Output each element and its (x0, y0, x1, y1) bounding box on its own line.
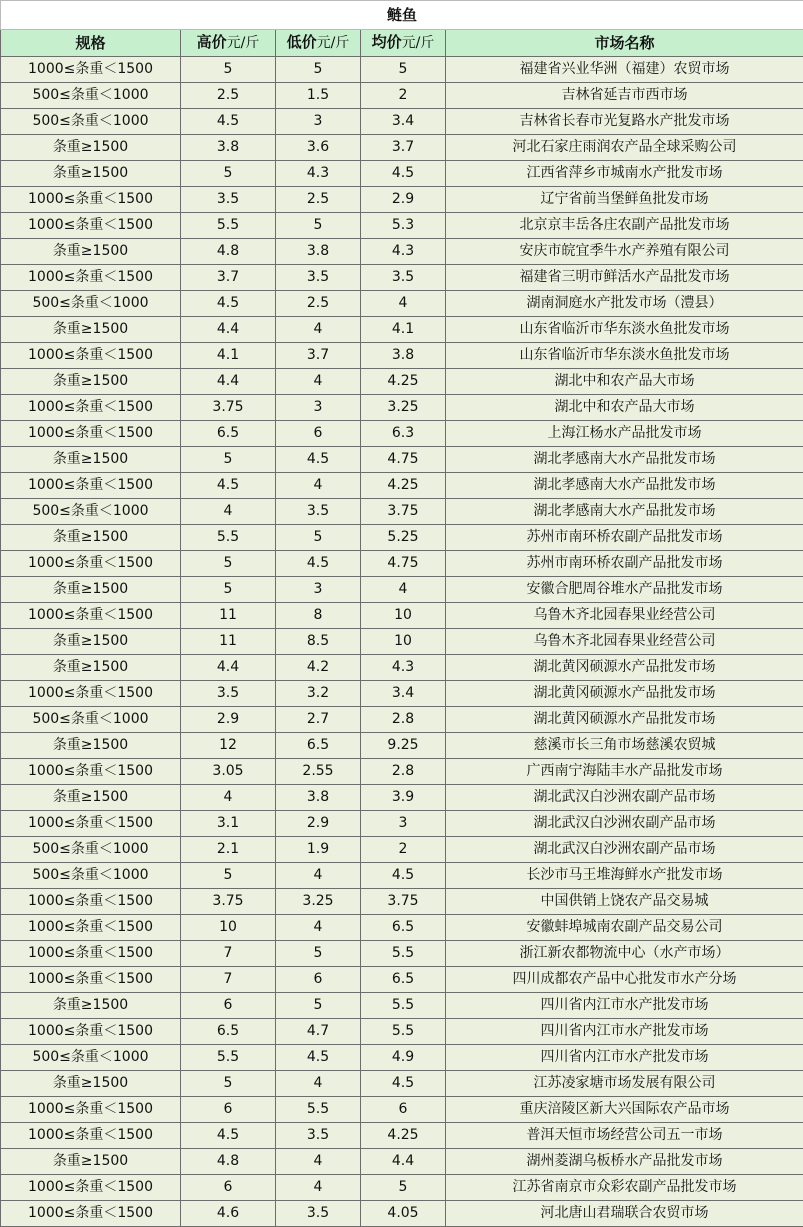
high-price-cell: 4.4 (181, 369, 276, 395)
high-price-cell: 4.5 (181, 291, 276, 317)
low-price-cell: 3 (276, 109, 361, 135)
table-row (1, 863, 803, 889)
table-row (1, 447, 803, 473)
market-name-cell: 湖北孝感南大水产品批发市场 (446, 447, 803, 473)
market-name-cell: 福建省三明市鲜活水产品批发市场 (446, 265, 803, 291)
avg-price-cell: 3 (361, 811, 446, 837)
spec-cell: 1000≤条重＜1500 (1, 1123, 181, 1149)
market-name-cell: 四川省内江市水产批发市场 (446, 1045, 803, 1071)
table-row (1, 499, 803, 525)
low-price-cell: 3.8 (276, 785, 361, 811)
market-name-cell: 湖北武汉白沙洲农副产品市场 (446, 785, 803, 811)
low-price-cell: 3.5 (276, 499, 361, 525)
low-price-cell: 4 (276, 369, 361, 395)
market-name-cell: 吉林省延吉市西市场 (446, 83, 803, 109)
low-price-cell: 4 (276, 317, 361, 343)
spec-cell: 条重≥1500 (1, 525, 181, 551)
table-row (1, 473, 803, 499)
low-price-cell: 3.5 (276, 1201, 361, 1227)
spec-cell: 1000≤条重＜1500 (1, 889, 181, 915)
spec-cell: 条重≥1500 (1, 993, 181, 1019)
high-price-cell: 5 (181, 161, 276, 187)
spec-cell: 条重≥1500 (1, 317, 181, 343)
spec-cell: 1000≤条重＜1500 (1, 915, 181, 941)
market-name-cell: 河北唐山君瑞联合农贸市场 (446, 1201, 803, 1227)
market-name-cell: 中国供销上饶农产品交易城 (446, 889, 803, 915)
market-name-cell: 湖北孝感南大水产品批发市场 (446, 499, 803, 525)
spec-cell: 条重≥1500 (1, 1071, 181, 1097)
avg-price-cell: 3.7 (361, 135, 446, 161)
high-price-cell: 4.5 (181, 1123, 276, 1149)
market-name-cell: 湖北黄冈硕源水产品批发市场 (446, 681, 803, 707)
market-name-cell: 苏州市南环桥农副产品批发市场 (446, 525, 803, 551)
spec-cell: 条重≥1500 (1, 655, 181, 681)
avg-price-cell: 4.4 (361, 1149, 446, 1175)
table-row (1, 889, 803, 915)
table-row (1, 915, 803, 941)
avg-price-cell: 4.75 (361, 447, 446, 473)
table-row (1, 655, 803, 681)
market-name-cell: 乌鲁木齐北园春果业经营公司 (446, 629, 803, 655)
table-row (1, 421, 803, 447)
table-row (1, 83, 803, 109)
low-price-cell: 6 (276, 421, 361, 447)
high-price-cell: 4.5 (181, 109, 276, 135)
table-row (1, 109, 803, 135)
avg-price-cell: 5 (361, 57, 446, 83)
high-price-cell: 5 (181, 1071, 276, 1097)
market-name-cell: 北京京丰岳各庄农副产品批发市场 (446, 213, 803, 239)
avg-price-cell: 4.9 (361, 1045, 446, 1071)
avg-price-cell: 4.05 (361, 1201, 446, 1227)
avg-price-cell: 3.4 (361, 109, 446, 135)
header-avg-price (361, 30, 446, 57)
spec-cell: 1000≤条重＜1500 (1, 57, 181, 83)
table-row (1, 369, 803, 395)
avg-price-cell: 4 (361, 291, 446, 317)
high-price-cell: 3.05 (181, 759, 276, 785)
table-row (1, 551, 803, 577)
low-price-cell: 5 (276, 993, 361, 1019)
high-price-cell: 10 (181, 915, 276, 941)
low-price-cell: 2.5 (276, 291, 361, 317)
high-price-cell: 2.9 (181, 707, 276, 733)
avg-price-cell: 3.5 (361, 265, 446, 291)
spec-cell: 1000≤条重＜1500 (1, 941, 181, 967)
market-name-cell: 慈溪市长三角市场慈溪农贸城 (446, 733, 803, 759)
market-name-cell: 安徽合肥周谷堆水产品批发市场 (446, 577, 803, 603)
market-name-cell: 四川省内江市水产批发市场 (446, 993, 803, 1019)
market-name-cell: 湖北孝感南大水产品批发市场 (446, 473, 803, 499)
low-price-cell: 4 (276, 915, 361, 941)
market-name-cell: 湖北中和农产品大市场 (446, 369, 803, 395)
high-price-cell: 5 (181, 57, 276, 83)
spec-cell: 条重≥1500 (1, 785, 181, 811)
market-name-cell: 重庆涪陵区新大兴国际农产品市场 (446, 1097, 803, 1123)
high-price-cell: 3.7 (181, 265, 276, 291)
avg-price-cell: 3.25 (361, 395, 446, 421)
high-price-cell: 4.8 (181, 239, 276, 265)
high-price-cell: 5 (181, 863, 276, 889)
low-price-cell: 3.7 (276, 343, 361, 369)
header-low-label: 低价 (287, 33, 317, 51)
avg-price-cell: 5.5 (361, 1019, 446, 1045)
spec-cell: 500≤条重＜1000 (1, 837, 181, 863)
low-price-cell: 1.9 (276, 837, 361, 863)
avg-price-cell: 4.3 (361, 239, 446, 265)
high-price-cell: 4.8 (181, 1149, 276, 1175)
table-title: 鲢鱼 (1, 1, 803, 30)
table-row (1, 1071, 803, 1097)
avg-price-cell: 5 (361, 1175, 446, 1201)
high-price-cell: 4.4 (181, 317, 276, 343)
high-price-cell: 6.5 (181, 1019, 276, 1045)
high-price-cell: 7 (181, 967, 276, 993)
high-price-cell: 5.5 (181, 525, 276, 551)
avg-price-cell: 5.5 (361, 993, 446, 1019)
header-high-label: 高价 (197, 33, 227, 51)
low-price-cell: 2.7 (276, 707, 361, 733)
table-row (1, 525, 803, 551)
high-price-cell: 12 (181, 733, 276, 759)
spec-cell: 条重≥1500 (1, 577, 181, 603)
low-price-cell: 6.5 (276, 733, 361, 759)
low-price-cell: 3 (276, 577, 361, 603)
market-name-cell: 福建省兴业华洲（福建）农贸市场 (446, 57, 803, 83)
table-row (1, 239, 803, 265)
table-row (1, 577, 803, 603)
header-high-unit: 元/斤 (227, 35, 260, 51)
spec-cell: 条重≥1500 (1, 1149, 181, 1175)
high-price-cell: 2.5 (181, 83, 276, 109)
low-price-cell: 5 (276, 941, 361, 967)
spec-cell: 条重≥1500 (1, 733, 181, 759)
low-price-cell: 4.2 (276, 655, 361, 681)
market-name-cell: 山东省临沂市华东淡水鱼批发市场 (446, 317, 803, 343)
avg-price-cell: 4.5 (361, 1071, 446, 1097)
table-row (1, 395, 803, 421)
table-row (1, 1045, 803, 1071)
market-name-cell: 山东省临沂市华东淡水鱼批发市场 (446, 343, 803, 369)
market-name-cell: 江苏凌家塘市场发展有限公司 (446, 1071, 803, 1097)
market-name-cell: 浙江新农都物流中心（水产市场） (446, 941, 803, 967)
high-price-cell: 11 (181, 603, 276, 629)
market-name-cell: 湖北武汉白沙洲农副产品市场 (446, 837, 803, 863)
market-name-cell: 长沙市马王堆海鲜水产批发市场 (446, 863, 803, 889)
market-name-cell: 湖州菱湖乌板桥水产品批发市场 (446, 1149, 803, 1175)
market-name-cell: 安徽蚌埠城南农副产品交易公司 (446, 915, 803, 941)
avg-price-cell: 3.75 (361, 499, 446, 525)
header-row (1, 30, 803, 57)
avg-price-cell: 5.25 (361, 525, 446, 551)
table-row (1, 681, 803, 707)
market-name-cell: 广西南宁海陆丰水产品批发市场 (446, 759, 803, 785)
high-price-cell: 5 (181, 577, 276, 603)
spec-cell: 500≤条重＜1000 (1, 109, 181, 135)
avg-price-cell: 5.5 (361, 941, 446, 967)
low-price-cell: 5 (276, 213, 361, 239)
spec-cell: 1000≤条重＜1500 (1, 1019, 181, 1045)
avg-price-cell: 6.5 (361, 967, 446, 993)
low-price-cell: 3.5 (276, 265, 361, 291)
market-name-cell: 湖南洞庭水产批发市场（澧县） (446, 291, 803, 317)
spec-cell: 1000≤条重＜1500 (1, 1097, 181, 1123)
market-name-cell: 四川成都农产品中心批发市水产分场 (446, 967, 803, 993)
low-price-cell: 4.5 (276, 447, 361, 473)
table-row (1, 707, 803, 733)
spec-cell: 1000≤条重＜1500 (1, 421, 181, 447)
spec-cell: 1000≤条重＜1500 (1, 395, 181, 421)
high-price-cell: 5 (181, 551, 276, 577)
avg-price-cell: 4.75 (361, 551, 446, 577)
low-price-cell: 2.9 (276, 811, 361, 837)
avg-price-cell: 5.3 (361, 213, 446, 239)
avg-price-cell: 4.5 (361, 161, 446, 187)
market-name-cell: 江苏省南京市众彩农副产品批发市场 (446, 1175, 803, 1201)
table-row (1, 785, 803, 811)
header-market (446, 30, 803, 57)
table-row (1, 317, 803, 343)
spec-cell: 条重≥1500 (1, 135, 181, 161)
spec-cell: 1000≤条重＜1500 (1, 1201, 181, 1227)
low-price-cell: 4.3 (276, 161, 361, 187)
high-price-cell: 4 (181, 499, 276, 525)
low-price-cell: 3.6 (276, 135, 361, 161)
table-row (1, 187, 803, 213)
spec-cell: 1000≤条重＜1500 (1, 551, 181, 577)
high-price-cell: 4 (181, 785, 276, 811)
market-name-cell: 普洱天恒市场经营公司五一市场 (446, 1123, 803, 1149)
table-row (1, 811, 803, 837)
table-row (1, 603, 803, 629)
table-row (1, 265, 803, 291)
table-row (1, 135, 803, 161)
low-price-cell: 3.5 (276, 1123, 361, 1149)
low-price-cell: 2.55 (276, 759, 361, 785)
market-name-cell: 吉林省长春市光复路水产批发市场 (446, 109, 803, 135)
table-row (1, 733, 803, 759)
avg-price-cell: 10 (361, 629, 446, 655)
table-row (1, 213, 803, 239)
avg-price-cell: 4.1 (361, 317, 446, 343)
avg-price-cell: 4.25 (361, 473, 446, 499)
spec-cell: 500≤条重＜1000 (1, 707, 181, 733)
low-price-cell: 4 (276, 473, 361, 499)
high-price-cell: 3.5 (181, 187, 276, 213)
table-row (1, 1019, 803, 1045)
avg-price-cell: 3.8 (361, 343, 446, 369)
spec-cell: 500≤条重＜1000 (1, 863, 181, 889)
spec-cell: 条重≥1500 (1, 369, 181, 395)
spec-cell: 1000≤条重＜1500 (1, 213, 181, 239)
table-row (1, 57, 803, 83)
table-row (1, 941, 803, 967)
high-price-cell: 5.5 (181, 1045, 276, 1071)
table-row (1, 1149, 803, 1175)
high-price-cell: 3.8 (181, 135, 276, 161)
market-name-cell: 湖北黄冈硕源水产品批发市场 (446, 707, 803, 733)
low-price-cell: 5.5 (276, 1097, 361, 1123)
low-price-cell: 4 (276, 1175, 361, 1201)
table-row (1, 967, 803, 993)
high-price-cell: 11 (181, 629, 276, 655)
high-price-cell: 3.75 (181, 395, 276, 421)
low-price-cell: 3.8 (276, 239, 361, 265)
high-price-cell: 3.5 (181, 681, 276, 707)
low-price-cell: 5 (276, 525, 361, 551)
high-price-cell: 6 (181, 1175, 276, 1201)
market-name-cell: 四川省内江市水产批发市场 (446, 1019, 803, 1045)
low-price-cell: 2.5 (276, 187, 361, 213)
header-low-price (276, 30, 361, 57)
high-price-cell: 4.6 (181, 1201, 276, 1227)
low-price-cell: 4.7 (276, 1019, 361, 1045)
low-price-cell: 4 (276, 1071, 361, 1097)
spec-cell: 1000≤条重＜1500 (1, 681, 181, 707)
market-name-cell: 湖北武汉白沙洲农副产品市场 (446, 811, 803, 837)
high-price-cell: 4.5 (181, 473, 276, 499)
avg-price-cell: 3.4 (361, 681, 446, 707)
spec-cell: 1000≤条重＜1500 (1, 1175, 181, 1201)
spec-cell: 500≤条重＜1000 (1, 291, 181, 317)
high-price-cell: 3.1 (181, 811, 276, 837)
spec-cell: 1000≤条重＜1500 (1, 473, 181, 499)
title-row (1, 1, 803, 30)
market-name-cell: 苏州市南环桥农副产品批发市场 (446, 551, 803, 577)
low-price-cell: 4 (276, 1149, 361, 1175)
header-low-unit: 元/斤 (317, 35, 350, 51)
low-price-cell: 4 (276, 863, 361, 889)
avg-price-cell: 2 (361, 837, 446, 863)
high-price-cell: 6 (181, 993, 276, 1019)
market-name-cell: 安庆市皖宜季牛水产养殖有限公司 (446, 239, 803, 265)
high-price-cell: 6 (181, 1097, 276, 1123)
spec-cell: 条重≥1500 (1, 447, 181, 473)
low-price-cell: 8 (276, 603, 361, 629)
market-name-cell: 江西省萍乡市城南水产批发市场 (446, 161, 803, 187)
table-row (1, 837, 803, 863)
avg-price-cell: 3.9 (361, 785, 446, 811)
low-price-cell: 5 (276, 57, 361, 83)
market-name-cell: 上海江杨水产品批发市场 (446, 421, 803, 447)
spec-cell: 1000≤条重＜1500 (1, 967, 181, 993)
header-avg-label: 均价 (372, 33, 402, 51)
header-avg-unit: 元/斤 (402, 35, 435, 51)
table-row (1, 629, 803, 655)
table-row (1, 161, 803, 187)
high-price-cell: 5 (181, 447, 276, 473)
low-price-cell: 8.5 (276, 629, 361, 655)
low-price-cell: 3.25 (276, 889, 361, 915)
table-row (1, 1097, 803, 1123)
market-name-cell: 辽宁省前当堡鲜鱼批发市场 (446, 187, 803, 213)
table-body (1, 57, 803, 1227)
avg-price-cell: 4.3 (361, 655, 446, 681)
avg-price-cell: 3.75 (361, 889, 446, 915)
high-price-cell: 2.1 (181, 837, 276, 863)
high-price-cell: 6.5 (181, 421, 276, 447)
header-high-price (181, 30, 276, 57)
high-price-cell: 4.1 (181, 343, 276, 369)
avg-price-cell: 6.5 (361, 915, 446, 941)
table-row (1, 993, 803, 1019)
avg-price-cell: 10 (361, 603, 446, 629)
low-price-cell: 3.2 (276, 681, 361, 707)
low-price-cell: 1.5 (276, 83, 361, 109)
spec-cell: 1000≤条重＜1500 (1, 265, 181, 291)
avg-price-cell: 4 (361, 577, 446, 603)
spec-cell: 500≤条重＜1000 (1, 499, 181, 525)
high-price-cell: 3.75 (181, 889, 276, 915)
spec-cell: 条重≥1500 (1, 239, 181, 265)
spec-cell: 条重≥1500 (1, 161, 181, 187)
low-price-cell: 4.5 (276, 1045, 361, 1071)
spec-cell: 1000≤条重＜1500 (1, 343, 181, 369)
avg-price-cell: 6.3 (361, 421, 446, 447)
market-name-cell: 湖北中和农产品大市场 (446, 395, 803, 421)
header-spec-label: 规格 (75, 34, 105, 52)
high-price-cell: 7 (181, 941, 276, 967)
table-row (1, 291, 803, 317)
spec-cell: 500≤条重＜1000 (1, 1045, 181, 1071)
table-row (1, 759, 803, 785)
low-price-cell: 4.5 (276, 551, 361, 577)
spec-cell: 1000≤条重＜1500 (1, 759, 181, 785)
avg-price-cell: 4.25 (361, 369, 446, 395)
spec-cell: 1000≤条重＜1500 (1, 187, 181, 213)
spec-cell: 1000≤条重＜1500 (1, 811, 181, 837)
market-name-cell: 湖北黄冈硕源水产品批发市场 (446, 655, 803, 681)
avg-price-cell: 4.5 (361, 863, 446, 889)
high-price-cell: 5.5 (181, 213, 276, 239)
table-row (1, 1123, 803, 1149)
spec-cell: 500≤条重＜1000 (1, 83, 181, 109)
header-spec (1, 30, 181, 57)
table-row (1, 1175, 803, 1201)
avg-price-cell: 2.8 (361, 707, 446, 733)
low-price-cell: 6 (276, 967, 361, 993)
avg-price-cell: 9.25 (361, 733, 446, 759)
avg-price-cell: 4.25 (361, 1123, 446, 1149)
avg-price-cell: 2 (361, 83, 446, 109)
table-row (1, 343, 803, 369)
header-market-label: 市场名称 (594, 34, 654, 52)
spec-cell: 条重≥1500 (1, 629, 181, 655)
avg-price-cell: 2.9 (361, 187, 446, 213)
avg-price-cell: 2.8 (361, 759, 446, 785)
avg-price-cell: 6 (361, 1097, 446, 1123)
high-price-cell: 4.4 (181, 655, 276, 681)
spec-cell: 1000≤条重＜1500 (1, 603, 181, 629)
low-price-cell: 3 (276, 395, 361, 421)
market-name-cell: 河北石家庄雨润农产品全球采购公司 (446, 135, 803, 161)
market-name-cell: 乌鲁木齐北园春果业经营公司 (446, 603, 803, 629)
